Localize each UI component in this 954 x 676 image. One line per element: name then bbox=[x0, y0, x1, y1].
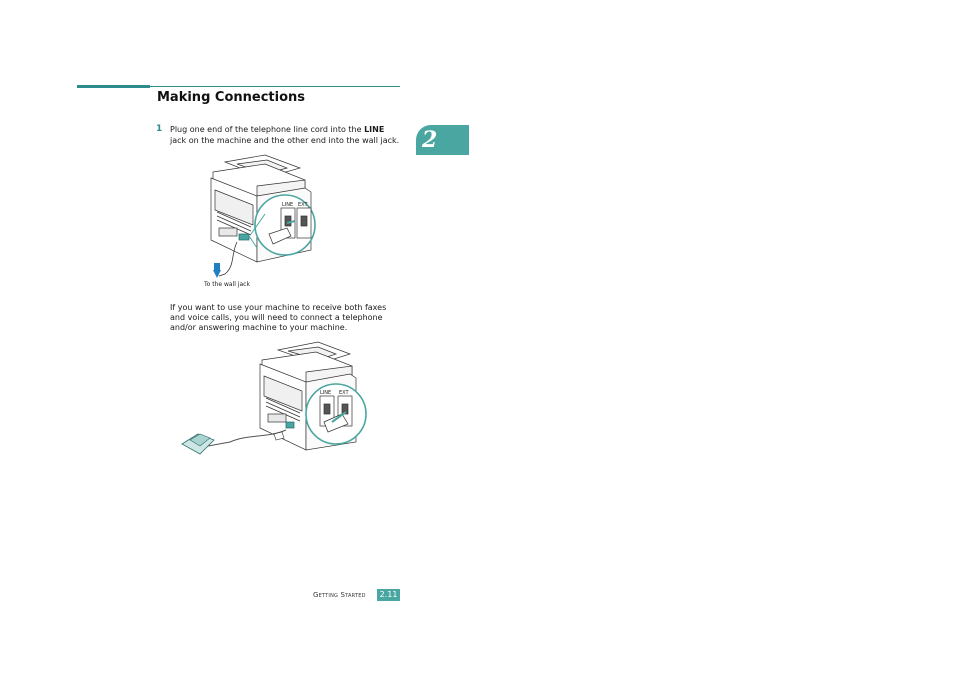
chapter-number: 2 bbox=[422, 127, 438, 153]
jack-ext-label: EXT bbox=[298, 202, 308, 208]
header-rule-thin bbox=[150, 86, 400, 87]
step-text-after: jack on the machine and the other end into the wall jack. bbox=[170, 135, 400, 145]
jack2-ext-label: EXT bbox=[339, 390, 349, 396]
jack2-line-label: LINE bbox=[320, 390, 332, 396]
header-rule-thick bbox=[77, 85, 150, 88]
page-number: 2.11 bbox=[377, 589, 400, 601]
step-number: 1 bbox=[156, 124, 163, 134]
step-text bbox=[170, 125, 402, 146]
chapter-tab bbox=[416, 125, 469, 155]
section-title: Making Connections bbox=[157, 90, 305, 105]
arrow-down-icon bbox=[213, 270, 221, 278]
body-paragraph: If you want to use your machine to receive both faxes and voice calls, you will need to connect a telephone and/or answering machine to your machine. bbox=[170, 303, 387, 332]
figure1-caption: To the wall jack bbox=[204, 281, 250, 288]
figure-ext-connection bbox=[178, 338, 368, 460]
step-text-before: Plug one end of the telephone line cord into the bbox=[170, 125, 365, 134]
figure-line-connection bbox=[195, 150, 320, 295]
jack-line-label: LINE bbox=[282, 202, 294, 208]
telephone-icon bbox=[182, 434, 214, 454]
footer-label: Getting Started bbox=[313, 591, 366, 599]
zoom-circle-2 bbox=[306, 384, 366, 444]
step-text-bold: LINE bbox=[364, 125, 385, 134]
